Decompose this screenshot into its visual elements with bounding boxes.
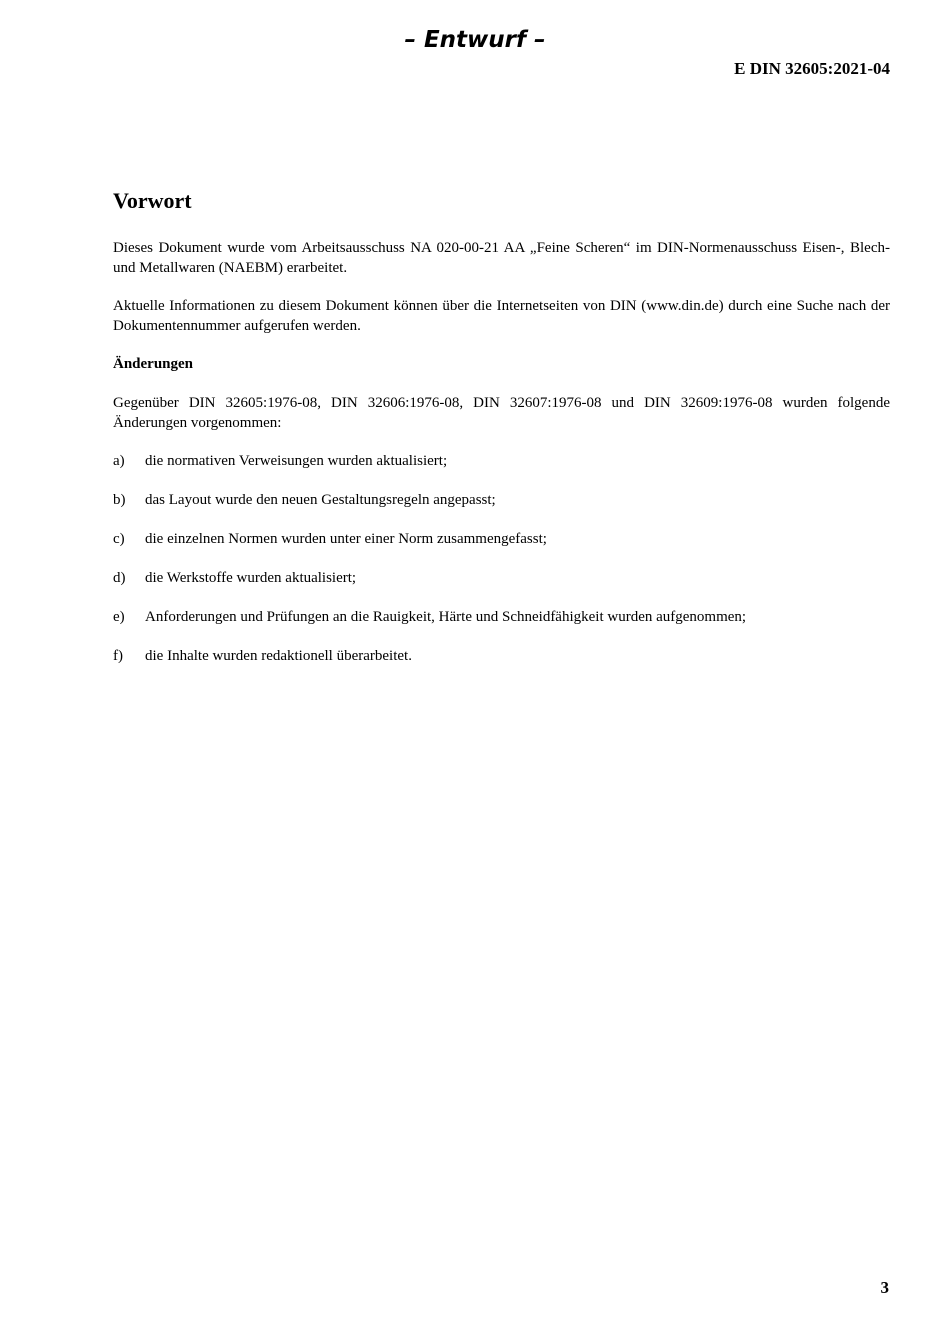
list-item <box>113 568 890 588</box>
list-item <box>113 607 890 627</box>
foreword-paragraph-2: Aktuelle Informationen zu diesem Dokument können über die Internetseiten von DIN (www.din.de) durch eine Suche nach der Dokumentennummer aufgerufen werden. <box>113 298 890 334</box>
changes-title: Änderungen <box>113 356 194 372</box>
list-text: Anforderungen und Prüfungen an die Rauigkeit, Härte und Schneidfähigkeit wurden aufgenommen; <box>145 609 747 625</box>
list-item <box>113 490 890 510</box>
list-text: die Werkstoffe wurden aktualisiert; <box>145 570 357 586</box>
changes-list <box>113 451 890 666</box>
foreword-title: Vorwort <box>113 188 192 213</box>
list-text: die normativen Verweisungen wurden aktualisiert; <box>145 453 448 469</box>
list-text: das Layout wurde den neuen Gestaltungsregeln angepasst; <box>145 492 496 508</box>
list-item <box>113 451 890 471</box>
list-marker: b) <box>113 492 126 508</box>
list-marker: c) <box>113 531 125 547</box>
list-marker: e) <box>113 609 125 625</box>
page-number: 3 <box>880 1278 889 1297</box>
list-text: die einzelnen Normen wurden unter einer Norm zusammengefasst; <box>145 531 547 547</box>
document-id: E DIN 32605:2021-04 <box>734 59 890 78</box>
draft-banner: – Entwurf – <box>404 27 546 53</box>
list-marker: d) <box>113 570 126 586</box>
list-marker: f) <box>113 648 123 664</box>
list-item <box>113 529 890 549</box>
changes-intro: Gegenüber DIN 32605:1976-08, DIN 32606:1976-08, DIN 32607:1976-08 und DIN 32609:1976-08 wurden folgende Änderungen vorgenommen: <box>113 395 890 431</box>
foreword-paragraph-1: Dieses Dokument wurde vom Arbeitsausschuss NA 020-00-21 AA „Feine Scheren“ im DIN-Normenausschuss Eisen-, Blech- und Metallwaren (NAEBM) erarbeitet. <box>113 240 890 276</box>
page-content <box>113 186 890 685</box>
list-item <box>113 646 890 666</box>
list-text: die Inhalte wurden redaktionell überarbeitet. <box>145 648 412 664</box>
list-marker: a) <box>113 453 125 469</box>
